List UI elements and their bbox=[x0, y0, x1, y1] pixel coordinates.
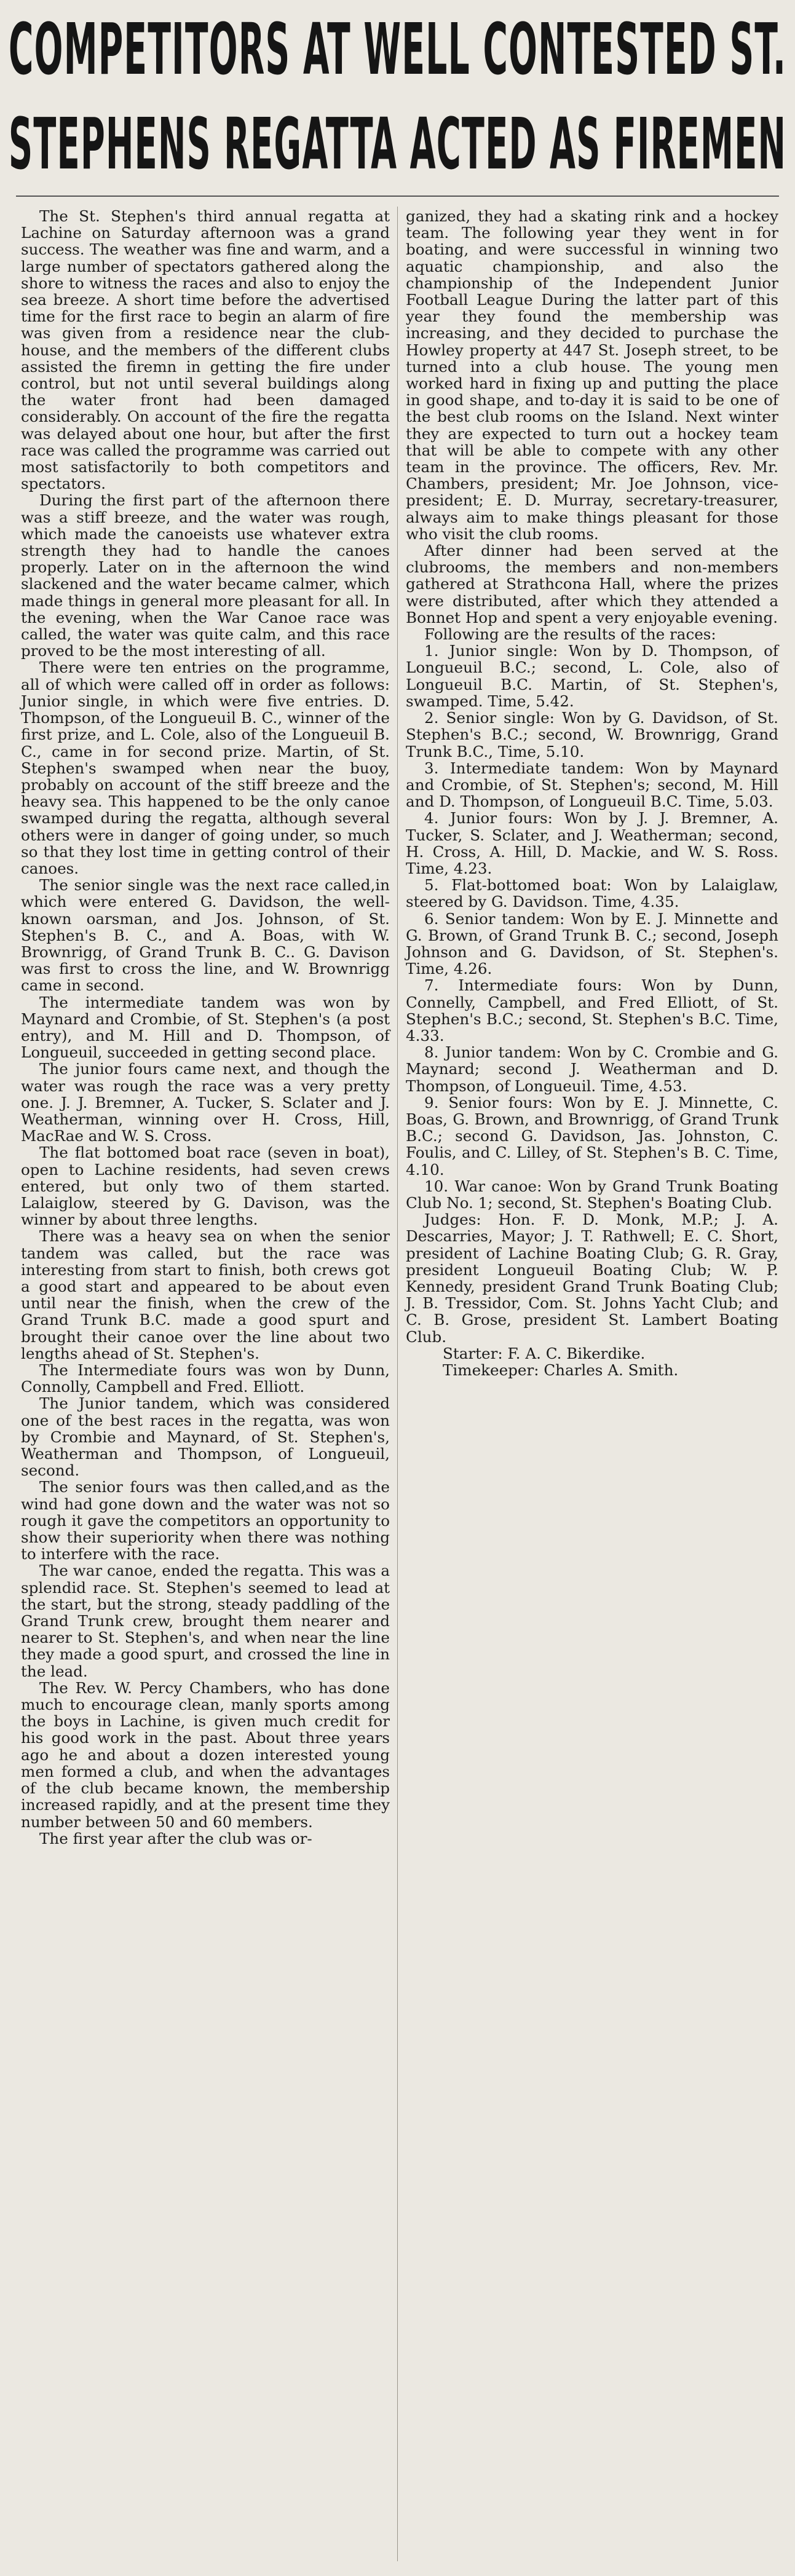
paragraph: The St. Stephen's third annual regatta at Lachine on Saturday afternoon was a grand success. The weather was fine and warm, and a large number of spectators gathered along the shore to witness the races and also to enjoy the sea breeze. A short time before the advertised time for the first race to begin an alarm of fire was given from a residence near the club-house, and the members of the different clubs assisted the firemn in getting the fire under control, but not until several buildings along the water front had been damaged considerably. On account of the fire the regatta was delayed about one hour, but after the first race was called the programme was carried out most satisfactorily to both competitors and spectators. bbox=[21, 207, 390, 493]
result-item: 4. Junior fours: Won by J. J. Bremner, A. Tucker, S. Sclater, and J. Weatherman; second, H. Cross, A. Hill, D. Mackie, and W. S. Ross. Time, 4.23. bbox=[406, 809, 778, 877]
article-column-left bbox=[21, 208, 390, 1847]
paragraph: The Intermediate fours was won by Dunn, Connolly, Campbell and Fred. Elliott. bbox=[21, 1361, 390, 1396]
paragraph: The senior single was the next race called,in which were entered G. Davidson, the well-known oarsman, and Jos. Johnson, of St. Stephen's B. C., and A. Boas, with W. Brownrigg, of Grand Trunk B. C.. G. Davison was first to cross the line, and W. Brownrigg came in second. bbox=[21, 876, 390, 995]
result-item: 10. War canoe: Won by Grand Trunk Boating Club No. 1; second, St. Stephen's Boating Club. bbox=[406, 1177, 778, 1212]
timekeeper-credit: Timekeeper: Charles A. Smith. bbox=[443, 1361, 679, 1380]
paragraph: ganized, they had a skating rink and a hockey team. The following year they went in for boating, and were successful in winning two aquatic championship, and also the championship of the Independent Junior Football League During the latter part of this year they found the membership was increasing, and they decided to purchase the Howley property at 447 St. Joseph street, to be turned into a club house. The young men worked hard in fixing up and putting the place in good shape, and to-day it is said to be one of the best club rooms on the Island. Next winter they are expected to turn out a hockey team that will be able to compete with any other team in the province. The officers, Rev. Mr. Chambers, president; Mr. Joe Johnson, vice-president; E. D. Murray, secretary-treasurer, always aim to make things pleasant for those who visit the club rooms. bbox=[406, 207, 778, 543]
paragraph: The first year after the club was or- bbox=[39, 1829, 312, 1847]
result-item: 1. Junior single: Won by D. Thompson, of Longueuil B.C.; second, L. Cole, also of Longueuil B.C. Martin, of St. Stephen's, swamped. Time, 5.42. bbox=[406, 642, 778, 710]
result-item: 5. Flat-bottomed boat: Won by Lalaiglaw, steered by G. Davidson. Time, 4.35. bbox=[406, 876, 778, 911]
column-divider bbox=[397, 207, 398, 2561]
headline-line-2: STEPHENS REGATTA ACTED AS FIREMEN bbox=[9, 103, 787, 186]
paragraph: Following are the results of the races: bbox=[424, 625, 716, 644]
result-item: 6. Senior tandem: Won by E. J. Minnette and G. Brown, of Grand Trunk B. C.; second, Joseph Johnson and G. Davidson, of St. Stephen's. Time, 4.26. bbox=[406, 909, 778, 978]
paragraph: During the first part of the afternoon there was a stiff breeze, and the water was rough, which made the canoeists use whatever extra strength they had to handle the canoes properly. Later on in the afternoon the wind slackened and the water became calmer, which made things in general more pleasant for all. In the evening, when the War Canoe race was called, the water was quite calm, and this race proved to be the most interesting of all. bbox=[21, 491, 390, 660]
paragraph: The intermediate tandem was won by Maynard and Crombie, of St. Stephen's (a post entry), and M. Hill and D. Thompson, of Longueuil, succeeded in getting second place. bbox=[21, 993, 390, 1062]
starter-credit: Starter: F. A. C. Bikerdike. bbox=[443, 1344, 646, 1362]
headline-line-1: COMPETITORS AT WELL CONTESTED ST. bbox=[9, 8, 787, 91]
paragraph: The Junior tandem, which was considered one of the best races in the regatta, was won by Crombie and Maynard, of St. Stephen's, Weatherman and Thompson, of Longueuil, second. bbox=[21, 1394, 390, 1480]
paragraph: The senior fours was then called,and as the wind had gone down and the water was not so rough it gave the competitors an opportunity to show their superiority when there was nothing to interfere with the race. bbox=[21, 1478, 390, 1563]
paragraph: The war canoe, ended the regatta. This was a splendid race. St. Stephen's seemed to lead at the start, but the strong, steady paddling of the Grand Trunk crew, brought them nearer and nearer to St. Stephen's, and when near the line they made a good spurt, and crossed the line in the lead. bbox=[21, 1562, 390, 1680]
paragraph: The Rev. W. Percy Chambers, who has done much to encourage clean, manly sports among the boys in Lachine, is given much credit for his good work in the past. About three years ago he and about a dozen interested young men formed a club, and when the advantages of the club became known, the membership increased rapidly, and at the present time they number between 50 and 60 members. bbox=[21, 1678, 390, 1831]
judges-list: Judges: Hon. F. D. Monk, M.P.; J. A. Descarries, Mayor; J. T. Rathwell; E. C. Short, president of Lachine Boating Club; G. R. Gray, president Longueuil Boating Club; W. P. Kennedy, president Grand Trunk Boating Club; J. B. Tressidor, Com. St. Johns Yacht Club; and C. B. Grose, president St. Lambert Boating Club. bbox=[406, 1211, 778, 1346]
paragraph: The junior fours came next, and though the water was rough the race was a very pretty one. J. J. Bremner, A. Tucker, S. Sclater and J. Weatherman, winning over H. Cross, Hill, MacRae and W. S. Cross. bbox=[21, 1060, 390, 1145]
paragraph: There were ten entries on the programme, all of which were called off in order as follows: Junior single, in which were five entries. D. Thompson, of the Longueuil B. C., winner of the first prize, and L. Cole, also of the Longueuil B. C., came in for second prize. Martin, of St. Stephen's swamped when near the buoy, probably on account of the stiff breeze and the heavy sea. This happened to be the only canoe swamped during the regatta, although several others were in danger of going under, so much so that they lost time in getting control of their canoes. bbox=[21, 658, 390, 877]
headline-rule bbox=[16, 196, 779, 197]
paragraph: There was a heavy sea on when the senior tandem was called, but the race was interesting from start to finish, both crews got a good start and appeared to be about even until near the finish, when the crew of the Grand Trunk B.C. made a good spurt and brought their canoe over the line about two lengths ahead of St. Stephen's. bbox=[21, 1227, 390, 1362]
result-item: 3. Intermediate tandem: Won by Maynard and Crombie, of St. Stephen's; second, M. Hill and D. Thompson, of Longueuil B.C. Time, 5.03. bbox=[406, 759, 778, 811]
result-item: 8. Junior tandem: Won by C. Crombie and G. Maynard; second J. Weatherman and D. Thompson, of Longueuil. Time, 4.53. bbox=[406, 1043, 778, 1095]
result-item: 2. Senior single: Won by G. Davidson, of St. Stephen's B.C.; second, W. Brownrigg, Grand Trunk B.C., Time, 5.10. bbox=[406, 709, 778, 761]
article-column-right bbox=[406, 208, 778, 1378]
paragraph: After dinner had been served at the clubrooms, the members and non-members gathered at Strathcona Hall, where the prizes were distributed, after which they attended a Bonnet Hop and spent a very enjoyable evening. bbox=[406, 542, 778, 626]
result-item: 9. Senior fours: Won by E. J. Minnette, C. Boas, G. Brown, and Brownrigg, of Grand Trunk B.C.; second G. Davidson, Jas. Johnston, C. Foulis, and C. Lilley, of St. Stephen's B. C. Time, 4.10. bbox=[406, 1093, 778, 1179]
result-item: 7. Intermediate fours: Won by Dunn, Connelly, Campbell, and Fred Elliott, of St. Stephen's B.C.; second, St. Stephen's B.C. Time, 4.33. bbox=[406, 976, 778, 1045]
paragraph: The flat bottomed boat race (seven in boat), open to Lachine residents, had seven crews entered, but only two of them started. Lalaiglow, steered by G. Davison, was the winner by about three lengths. bbox=[21, 1144, 390, 1229]
